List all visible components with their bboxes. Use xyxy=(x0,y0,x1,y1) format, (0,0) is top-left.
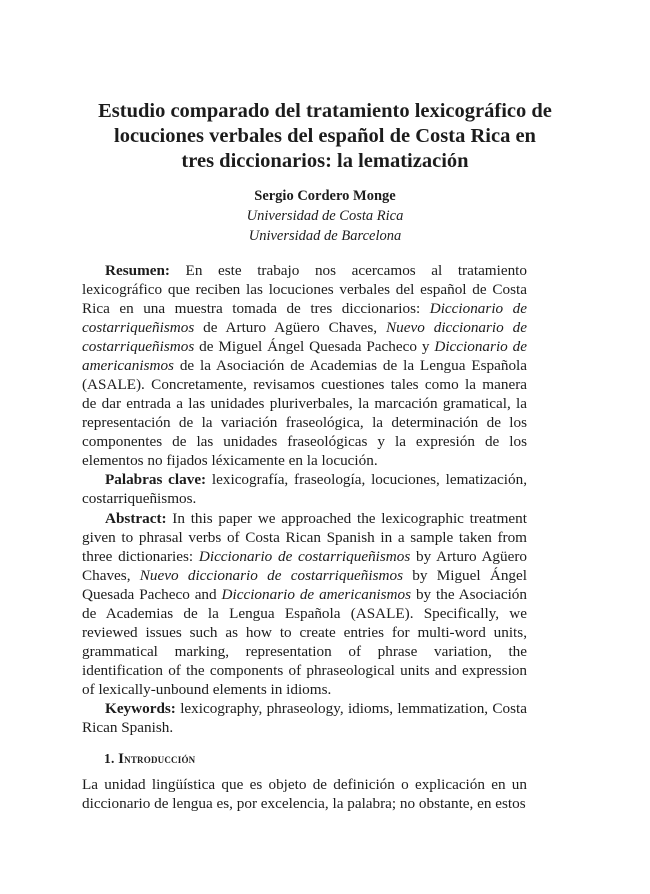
title-line: tres diccionarios: la lematización xyxy=(181,150,469,172)
dictionary-title: Nuevo diccionario de costarriqueñismos xyxy=(82,319,527,355)
abstract-paragraph: Abstract: In this paper we approached the lexicographic treatment given to phrasal verbs of Costa Rican Spanish in a sample taken from three dictionaries: Diccionario de costarriqueñismos by Arturo Agüero Chaves, Nuevo diccionario de costarriqueñismos by Miguel Ángel Quesada Pacheco and Diccionario de americanismos by the Asociación de Academias de la Lengua Española (ASALE). Specifically, we reviewed issues such as how to create entries for multi-word units, grammatical marking, representation of phrase variation, the identification of the components of phraseological units and expression of lexically-unbound elements in idioms. xyxy=(82,510,527,698)
section-heading: 1. Introducción xyxy=(104,751,196,767)
title-line: locuciones verbales del español de Costa Rica en xyxy=(114,125,536,147)
dictionary-title: Diccionario de costarriqueñismos xyxy=(82,300,527,336)
palabras-clave-paragraph xyxy=(82,470,527,508)
resumen-label: Resumen: xyxy=(105,262,170,279)
author-name: Sergio Cordero Monge xyxy=(254,188,396,204)
author-affiliation: Universidad de Barcelona xyxy=(248,228,402,244)
dictionary-title: Diccionario de americanismos xyxy=(82,338,527,374)
resumen-section xyxy=(82,261,527,508)
author-affiliation: Universidad de Costa Rica xyxy=(246,208,404,224)
title-line: Estudio comparado del tratamiento lexicográfico de xyxy=(98,100,552,122)
body-paragraph: La unidad lingüística que es objeto de definición o explicación en un diccionario de lengua es, por excelencia, la palabra; no obstante, en estos xyxy=(82,776,527,812)
dictionary-title: Diccionario de costarriqueñismos xyxy=(198,548,411,565)
abstract-label: Abstract: xyxy=(105,510,167,527)
abstract-section xyxy=(82,509,527,737)
keywords-paragraph xyxy=(82,699,527,737)
keywords-list: lexicography, phraseology, idioms, lemmatization, Costa Rican Spanish. xyxy=(82,700,527,736)
body-text xyxy=(82,775,527,813)
dictionary-title: Nuevo diccionario de costarriqueñismos xyxy=(139,567,403,584)
resumen-paragraph: Resumen: En este trabajo nos acercamos al tratamiento lexicográfico que reciben las locuciones verbales del español de Costa Rica en una muestra tomada de tres diccionarios: Diccionario de costarriqueñismos de Arturo Agüero Chaves, Nuevo diccionario de costarriqueñismos de Miguel Ángel Quesada Pacheco y Diccionario de americanismos de la Asociación de Academias de la Lengua Española (ASALE). Concretamente, revisamos cuestiones tales como la manera de dar entrada a las unidades pluriverbales, la marcación gramatical, la representación de la variación fraseológica, la determinación de los componentes de las unidades fraseológicas y la expresión de los elementos no fijados léxicamente en la locución. xyxy=(82,262,527,469)
palabras-clave-label: Palabras clave: xyxy=(105,471,207,488)
author-block xyxy=(0,186,650,246)
palabras-clave-list: lexicografía, fraseología, locuciones, lematización, costarriqueñismos. xyxy=(82,471,527,507)
dictionary-title: Diccionario de americanismos xyxy=(221,586,412,603)
paper-title xyxy=(60,99,590,174)
keywords-label: Keywords: xyxy=(105,700,176,717)
